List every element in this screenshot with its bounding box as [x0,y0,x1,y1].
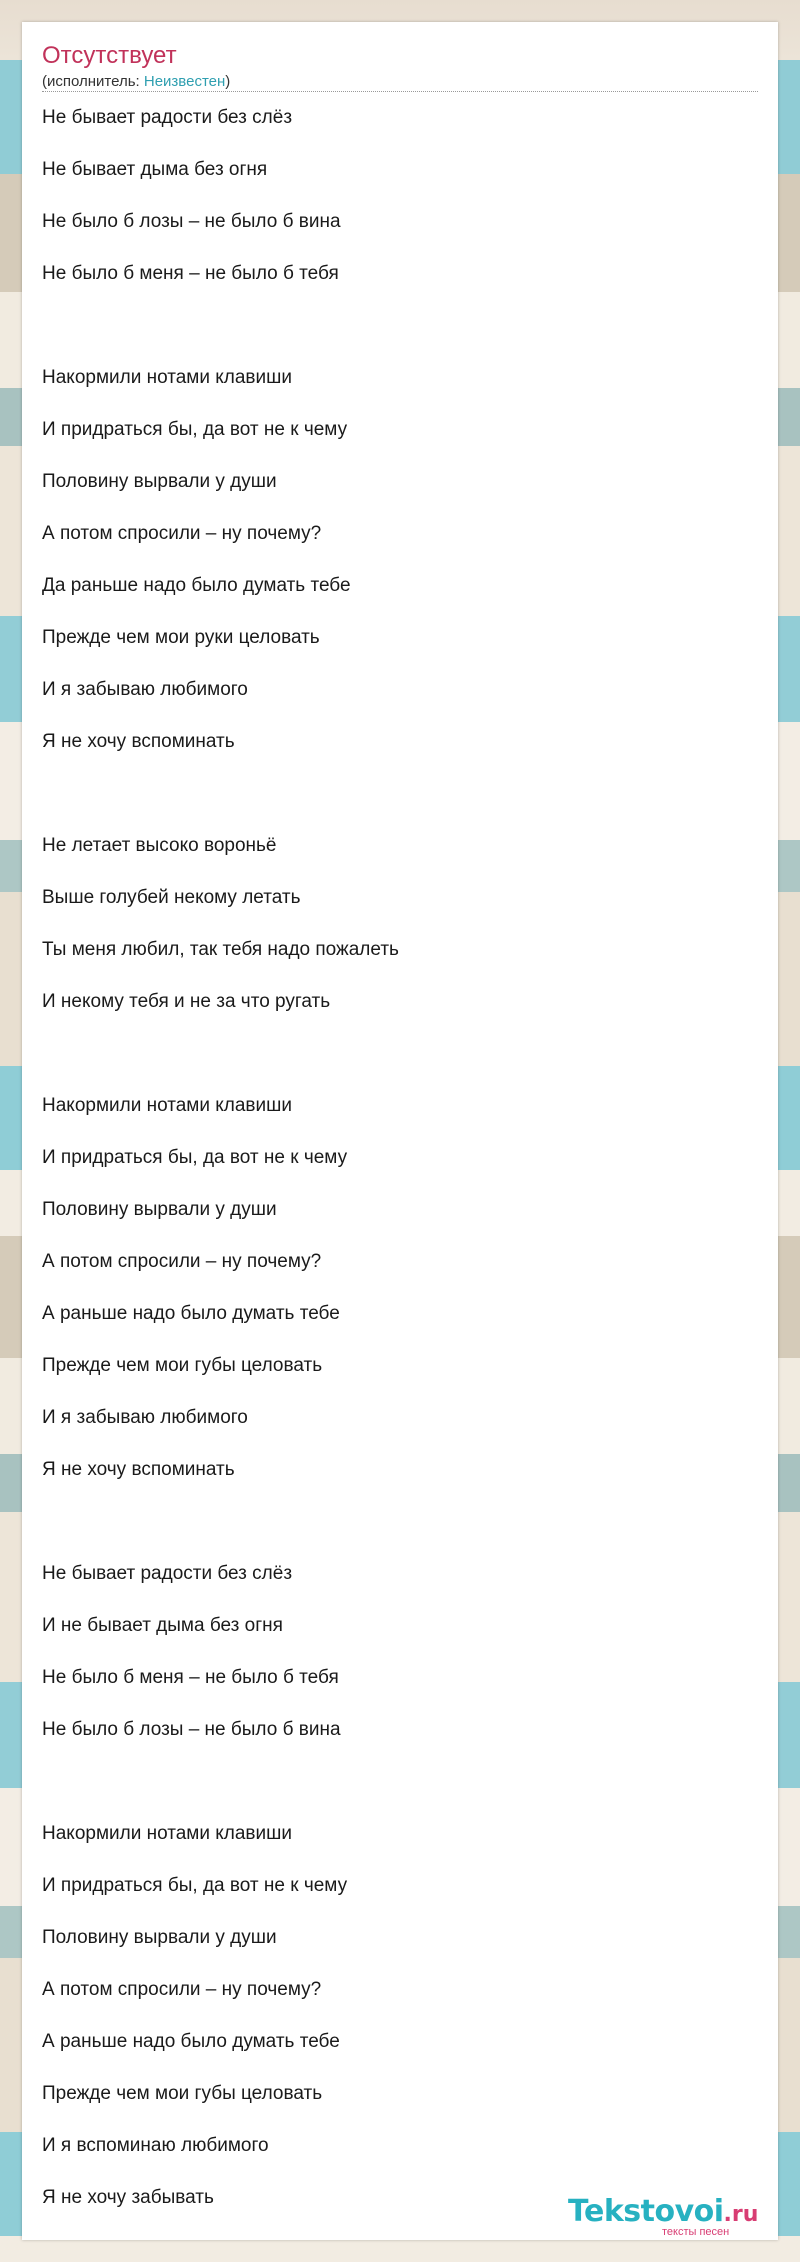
lyric-line: Не было б лозы – не было б вина [42,211,341,232]
lyric-line: Не бывает радости без слёз [42,107,293,128]
lyric-line: И некому тебя и не за что ругать [42,991,331,1012]
lyrics-card [22,22,778,2240]
lyric-line: Я не хочу вспоминать [42,1459,235,1480]
artist-link[interactable]: Неизвестен [143,73,226,90]
lyric-line: Прежде чем мои руки целовать [42,627,320,648]
lyric-line: Накормили нотами клавиши [42,1823,292,1844]
lyric-line: Прежде чем мои губы целовать [42,2083,323,2104]
lyric-line: А раньше надо было думать тебе [42,1303,340,1324]
lyric-line: Не было б меня – не было б тебя [42,1667,339,1688]
stanza-break [42,1510,758,1562]
lyric-line: Накормили нотами клавиши [42,1095,292,1116]
site-logo[interactable] [568,2196,778,2240]
lyric-line: Не было б меня – не было б тебя [42,263,339,284]
lyric-line: А раньше надо было думать тебе [42,2031,340,2052]
lyric-line: Половину вырвали у души [42,1199,277,1220]
lyric-line: И придраться бы, да вот не к чему [42,1147,348,1168]
song-title: Отсутствует [42,42,177,69]
lyric-line: Накормили нотами клавиши [42,367,292,388]
lyric-line: Половину вырвали у души [42,471,277,492]
artist-prefix: (исполнитель: [42,73,144,90]
artist-line [42,73,230,91]
lyric-line: И придраться бы, да вот не к чему [42,419,348,440]
lyric-line: Не было б лозы – не было б вина [42,1719,341,1740]
stanza-break [42,314,758,366]
title-divider [42,91,758,92]
lyric-line: А потом спросили – ну почему? [42,1251,322,1272]
lyric-line: Половину вырвали у души [42,1927,277,1948]
lyric-line: И я вспоминаю любимого [42,2135,269,2156]
lyric-line: А потом спросили – ну почему? [42,523,322,544]
lyric-line: И не бывает дыма без огня [42,1615,283,1636]
lyric-line: Не летает высоко вороньё [42,835,277,856]
lyric-line: И я забываю любимого [42,679,248,700]
lyric-line: Не бывает радости без слёз [42,1563,293,1584]
lyric-line: И я забываю любимого [42,1407,248,1428]
lyric-line: Не бывает дыма без огня [42,159,268,180]
lyric-line: И придраться бы, да вот не к чему [42,1875,348,1896]
lyric-line: Да раньше надо было думать тебе [42,575,351,596]
lyric-line: Прежде чем мои губы целовать [42,1355,323,1376]
lyric-line: Я не хочу вспоминать [42,731,235,752]
lyric-line: А потом спросили – ну почему? [42,1979,322,2000]
lyrics-body [42,106,758,2238]
stanza-break [42,1770,758,1822]
artist-suffix: ) [225,73,231,90]
logo-word: Tekstovoi [568,2194,724,2229]
logo-tld: .ru [723,2202,759,2227]
stanza-break [42,1042,758,1094]
stanza-break [42,782,758,834]
lyric-line: Ты меня любил, так тебя надо пожалеть [42,939,399,960]
logo-subtitle: тексты песен [662,2226,730,2238]
lyric-line: Я не хочу забывать [42,2187,214,2208]
lyric-line: Выше голубей некому летать [42,887,301,908]
